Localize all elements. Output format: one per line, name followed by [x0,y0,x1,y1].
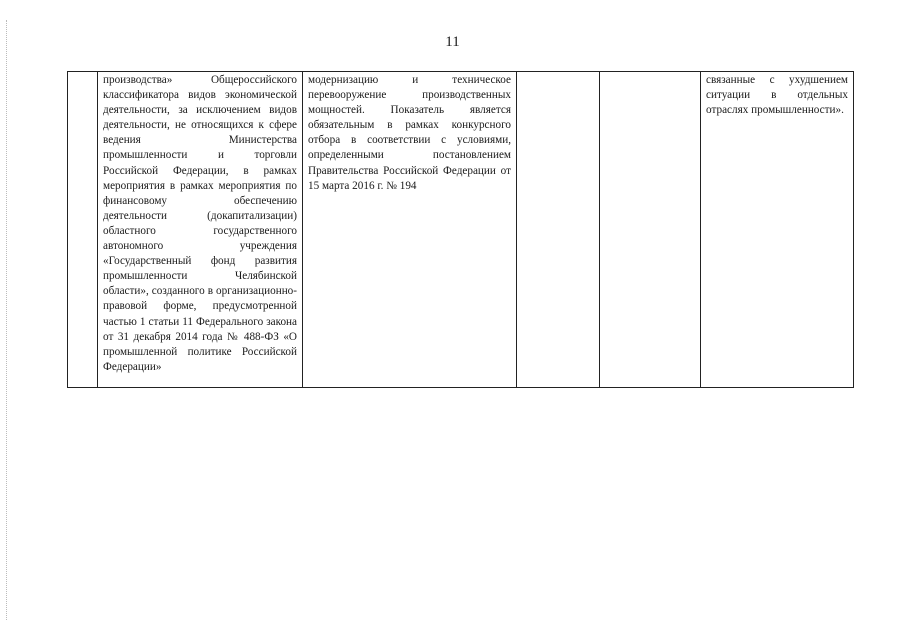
table-cell-description: производства» Общероссийского классификатора видов экономической деятельности, за исключением видов деятельности, не относящихся к сфере ведения Министерства промышленности и торговли Российской Федерации, в рамках мероприятия в рамках мероприятия по финансовому обеспечению деятельности (докапитализации) областного государственного автономного учреждения «Государственный фонд развития промышленности Челябинской области», созданного в организационно-правовой форме, предусмотренной частью 1 статьи 11 Федерального закона от 31 декабря 2014 года № 488-ФЗ «О промышленной политике Российской Федерации» [98,72,303,388]
table-cell-empty-1 [517,72,600,388]
document-table [67,71,854,388]
table-cell-number [68,72,98,388]
table-cell-indicator: модернизацию и техническое перевооружение производственных мощностей. Показатель является обязательным в рамках конкурсного отбора в соответствии с условиями, определенными постановлением Правительства Российской Федерации от 15 марта 2016 г. № 194 [303,72,517,388]
table-row [68,72,854,388]
scan-edge-marks [6,20,9,620]
page-number: 11 [445,34,460,50]
table-cell-notes: связанные с ухудшением ситуации в отдельных отраслях промышленности». [701,72,854,388]
table-cell-empty-2 [600,72,701,388]
